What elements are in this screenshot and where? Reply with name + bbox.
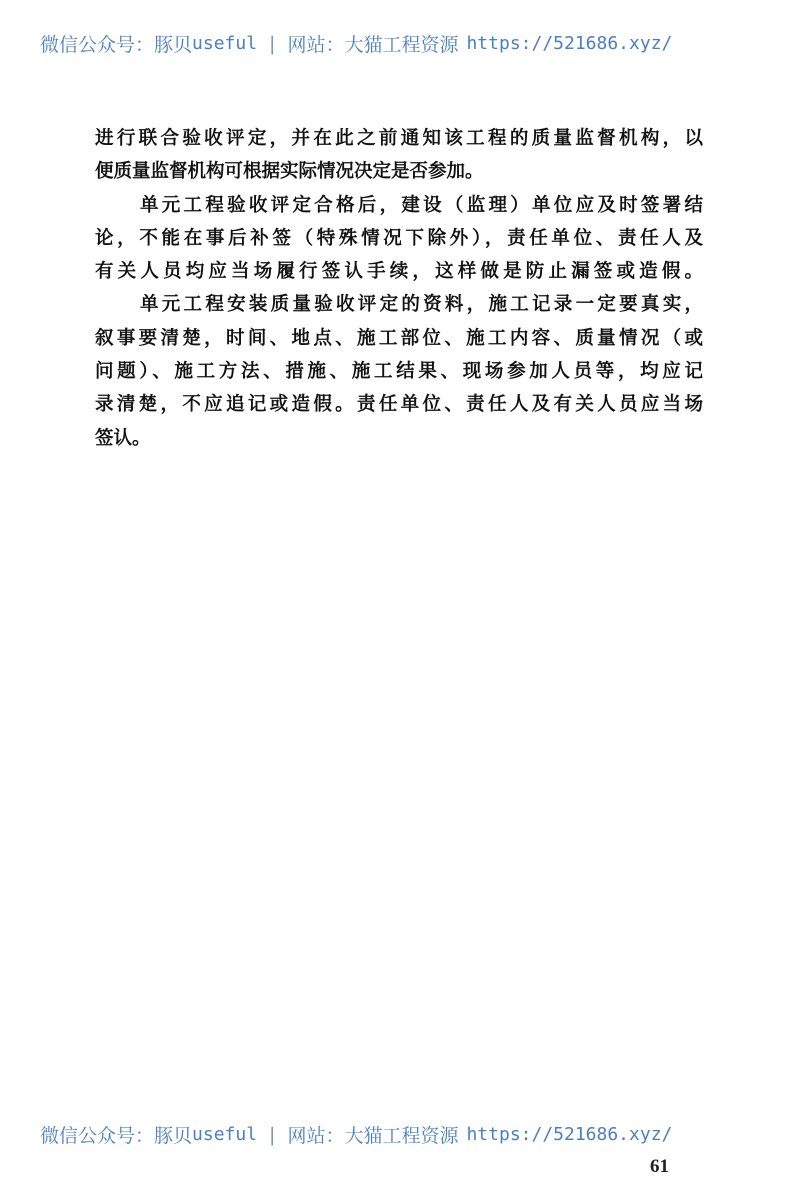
watermark-footer bbox=[40, 1121, 762, 1148]
text-line: 便质量监督机构可根据实际情况决定是否参加。 bbox=[95, 161, 484, 183]
text-line: 进行联合验收评定，并在此之前通知该工程的质量监督机构，以 bbox=[95, 128, 703, 149]
text-line: 有关人员均应当场履行签认手续，这样做是防止漏签或造假。 bbox=[95, 261, 703, 283]
watermark-account-en: useful bbox=[192, 33, 258, 54]
text-line: 单元工程验收评定合格后，建设（监理）单位应及时签署结 bbox=[140, 194, 703, 216]
watermark-account-en: useful bbox=[192, 1124, 258, 1145]
watermark-url: https://521686.xyz/ bbox=[466, 1124, 673, 1145]
text-line: 录清楚，不应追记或造假。责任单位、责任人及有关人员应当场 bbox=[95, 394, 703, 416]
text-line: 论，不能在事后补签（特殊情况下除外），责任单位、责任人及 bbox=[95, 227, 703, 249]
watermark-separator: | bbox=[269, 1123, 276, 1146]
watermark-url: https://521686.xyz/ bbox=[466, 33, 673, 54]
text-line: 单元工程安装质量验收评定的资料，施工记录一定要真实， bbox=[140, 294, 703, 316]
watermark-separator: | bbox=[269, 32, 276, 55]
watermark-header bbox=[40, 30, 762, 57]
watermark-site-label: 网站：大猫工程资源 bbox=[287, 34, 459, 56]
text-line: 问题）、施工方法、措施、施工结果、现场参加人员等，均应记 bbox=[95, 361, 703, 383]
document-body bbox=[95, 122, 703, 455]
text-line: 叙事要清楚，时间、地点、施工部位、施工内容、质量情况（或 bbox=[95, 327, 703, 349]
watermark-site-label: 网站：大猫工程资源 bbox=[287, 1125, 459, 1147]
watermark-account: 微信公众号：豚贝 bbox=[40, 1125, 193, 1147]
text-line: 签认。 bbox=[95, 427, 151, 449]
page-number: 61 bbox=[650, 1156, 669, 1177]
watermark-account: 微信公众号：豚贝 bbox=[40, 34, 193, 56]
